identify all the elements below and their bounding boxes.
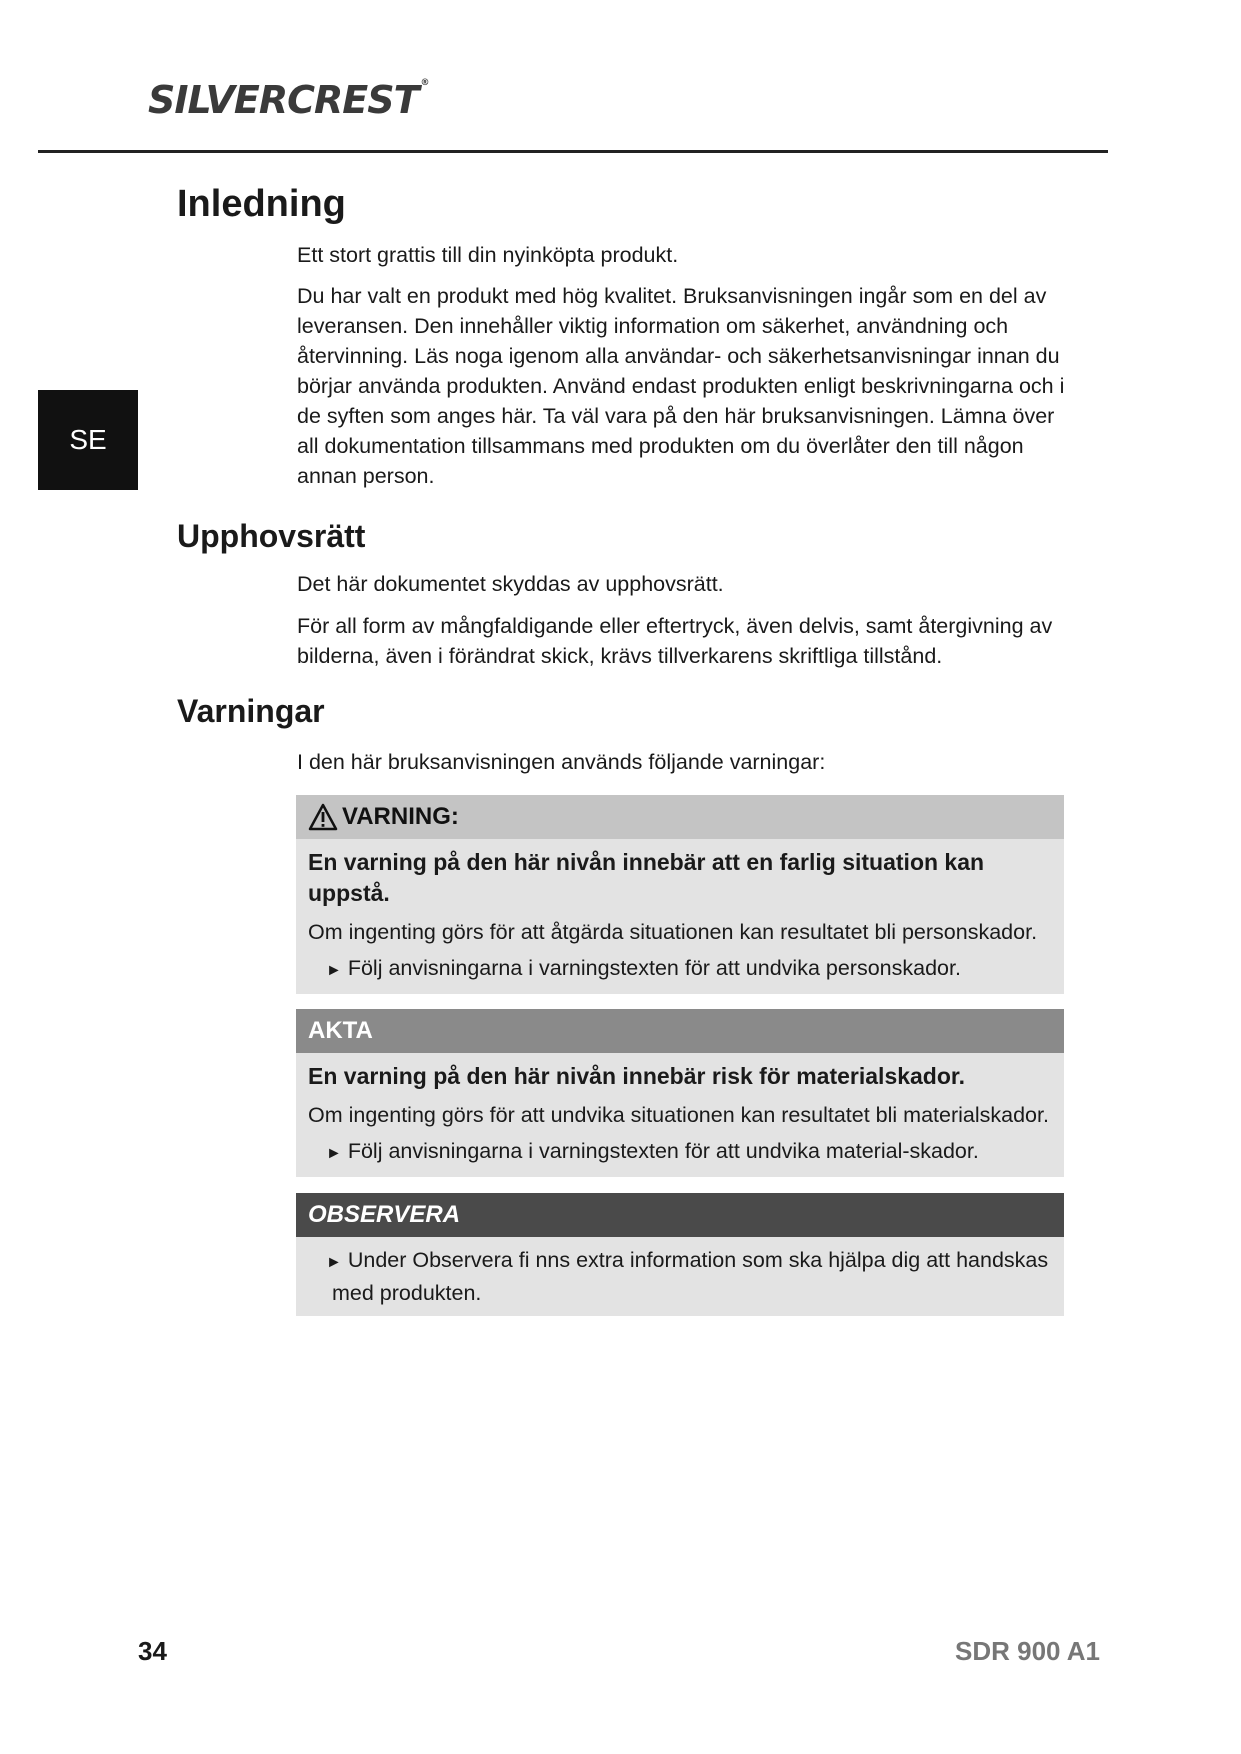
brand-logo bbox=[148, 78, 429, 122]
warning-triangle-icon bbox=[308, 803, 338, 831]
caution-box-label: AKTA bbox=[308, 1017, 373, 1044]
model-number: SDR 900 A1 bbox=[955, 1636, 1100, 1666]
language-tab-label: SE bbox=[69, 424, 107, 455]
copyright-paragraph-1: Det här dokumentet skyddas av upphovsrätt. bbox=[297, 572, 724, 596]
warning-box-header bbox=[296, 795, 1064, 839]
warning-box bbox=[296, 795, 1064, 994]
warning-box-bullet-text: Följ anvisningarna i varningstexten för att undvika personskador. bbox=[347, 956, 961, 980]
caution-box bbox=[296, 1009, 1064, 1177]
note-box-bullet bbox=[308, 1245, 1052, 1308]
warning-box-bullet bbox=[308, 953, 1052, 986]
caution-box-header bbox=[296, 1009, 1064, 1053]
note-box-header bbox=[296, 1193, 1064, 1237]
header-rule bbox=[38, 150, 1108, 153]
warning-box-text: Om ingenting görs för att åtgärda situationen kan resultatet bli personskador. bbox=[308, 920, 1038, 944]
language-tab bbox=[38, 390, 138, 490]
warnings-intro: I den här bruksanvisningen används följande varningar: bbox=[297, 750, 826, 774]
copyright-paragraph-2: För all form av mångfaldigande eller eftertryck, även delvis, samt återgivning av bilderna, även i förändrat skick, krävs tillverkarens skriftliga tillstånd. bbox=[297, 614, 1053, 668]
section-title-intro: Inledning bbox=[177, 183, 346, 225]
page-number: 34 bbox=[138, 1636, 167, 1666]
caution-box-strong: En varning på den här nivån innebär risk för materialskador. bbox=[308, 1063, 965, 1089]
warning-box-strong: En varning på den här nivån innebär att en farlig situation kan uppstå. bbox=[308, 849, 985, 906]
caution-box-bullet bbox=[308, 1136, 1052, 1169]
note-box-label: OBSERVERA bbox=[308, 1201, 461, 1228]
section-title-copyright: Upphovsrätt bbox=[177, 518, 366, 554]
note-box-bullet-text: Under Observera fi nns extra information som ska hjälpa dig att handskas med produkten. bbox=[332, 1248, 1049, 1305]
caution-box-text: Om ingenting görs för att undvika situationen kan resultatet bli materialskador. bbox=[308, 1103, 1049, 1127]
section-title-warnings: Varningar bbox=[177, 693, 325, 729]
bullet-arrow-icon: ► bbox=[326, 962, 342, 979]
registered-mark: ® bbox=[420, 78, 429, 88]
brand-logo-text: SILVERCREST bbox=[148, 78, 419, 122]
caution-box-bullet-text: Följ anvisningarna i varningstexten för att undvika material-skador. bbox=[347, 1139, 979, 1163]
intro-paragraph-2: Du har valt en produkt med hög kvalitet. Bruksanvisningen ingår som en del av leveransen. Den innehåller viktig information om säkerhet, användning och återvinning. Läs noga igenom alla användar- och säkerhetsanvisningar innan du börjar använda produkten. Använd endast produkten enligt beskrivningarna och i de syften som anges här. Ta väl vara på den här bruksanvisningen. Lämna över all dokumentation tillsammans med produkten om du överlåter den till någon annan person. bbox=[297, 284, 1065, 488]
note-box bbox=[296, 1193, 1064, 1316]
bullet-arrow-icon: ► bbox=[326, 1145, 342, 1162]
bullet-arrow-icon: ► bbox=[326, 1254, 342, 1271]
intro-paragraph-1: Ett stort grattis till din nyinköpta produkt. bbox=[297, 243, 679, 267]
warning-box-label: VARNING: bbox=[342, 803, 459, 830]
